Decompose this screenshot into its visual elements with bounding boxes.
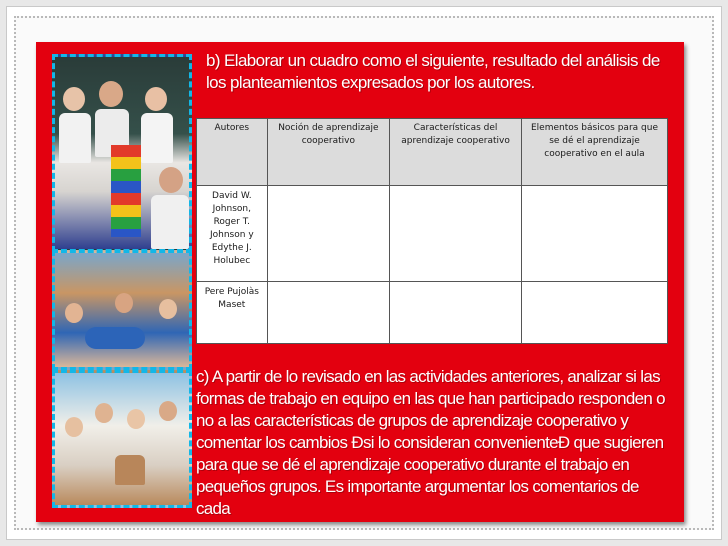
table-row: [197, 186, 668, 282]
table-cell-author: David W. Johnson, Roger T. Johnson y Edythe J. Holubec: [197, 186, 268, 282]
table-cell: [267, 282, 389, 344]
photo-classroom-tables: [52, 250, 192, 370]
table-cell-author: Pere Pujolàs Maset: [197, 282, 268, 344]
photo-group-of-children: [52, 370, 192, 508]
table-cell: [521, 186, 667, 282]
header-nocion: Noción de aprendizaje cooperativo: [267, 119, 389, 186]
header-caracteristicas: Características del aprendizaje cooperativo: [390, 119, 522, 186]
slide: [36, 42, 684, 522]
instruction-b: b) Elaborar un cuadro como el siguiente, resultado del análisis de los planteamientos expresados por los autores.: [206, 51, 660, 92]
table-cell: [521, 282, 667, 344]
photo-children-playing-blocks: [52, 54, 192, 252]
toy-blocks: [111, 145, 141, 237]
table-cell: [267, 186, 389, 282]
table-header-row: [197, 119, 668, 186]
header-autores: Autores: [197, 119, 268, 186]
photo-column: [52, 54, 192, 514]
header-elementos: Elementos básicos para que se dé el aprendizaje cooperativo en el aula: [521, 119, 667, 186]
table-cell: [390, 282, 522, 344]
analysis-table: [196, 118, 668, 344]
table-row: [197, 282, 668, 344]
table-cell: [390, 186, 522, 282]
instruction-c: c) A partir de lo revisado en las actividades anteriores, analizar si las formas de trabajo en equipo en las que han participado responden o no a las características de grupos de aprendizaje cooperativo y comentar los cambios Ðsi lo consideran convenienteÐ que sugieren para que se dé el aprendizaje cooperativo durante el trabajo en pequeños grupos. Es importante argumentar los comentarios de cada: [196, 367, 665, 518]
